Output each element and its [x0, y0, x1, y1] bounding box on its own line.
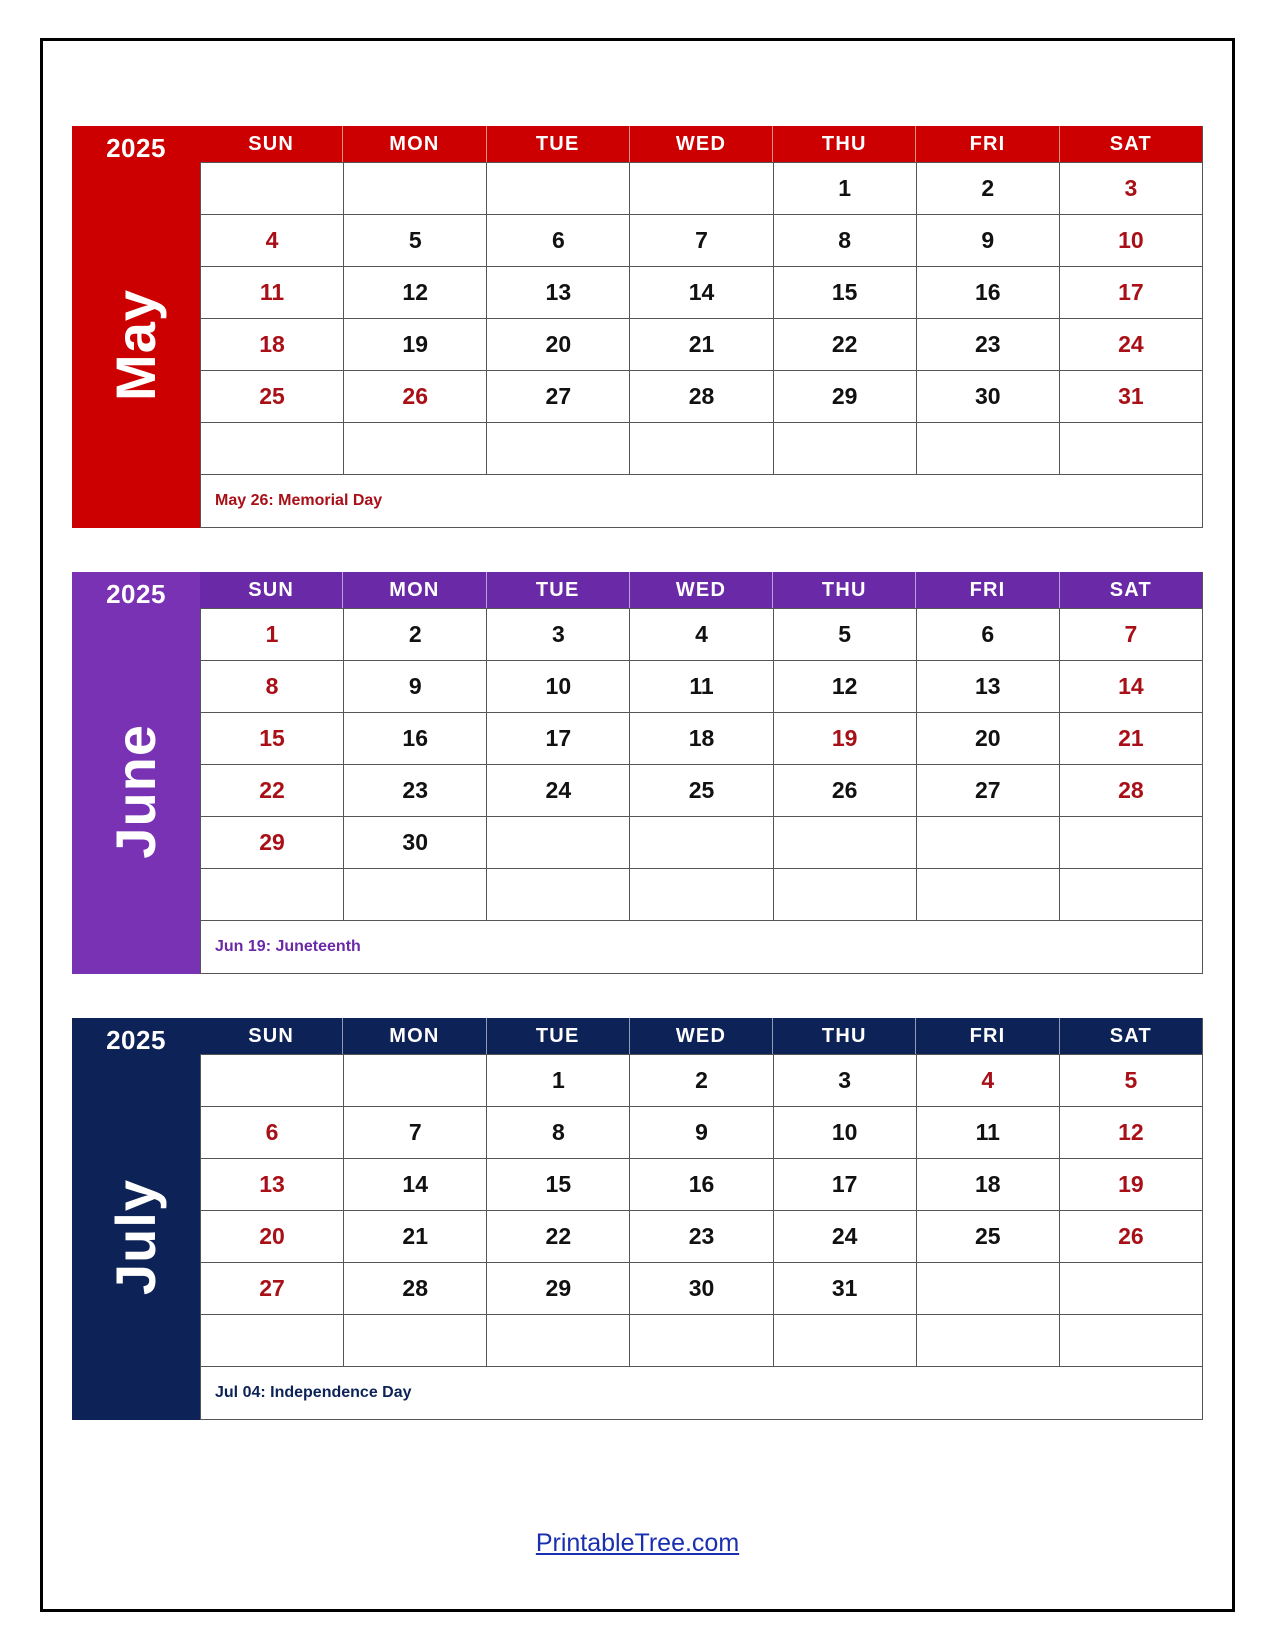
day-cell[interactable]: 16: [343, 712, 486, 764]
calendar-stack: [40, 38, 1235, 1420]
day-cell[interactable]: 22: [773, 318, 916, 370]
week-row: [200, 1054, 1202, 1106]
week-row: [200, 1158, 1202, 1210]
weekday-header: TUE: [486, 1018, 629, 1054]
day-cell[interactable]: 21: [343, 1210, 486, 1262]
weekday-header-row: [200, 126, 1202, 162]
weekday-header: FRI: [915, 126, 1058, 162]
day-cell[interactable]: 8: [486, 1106, 629, 1158]
week-row: [200, 318, 1202, 370]
day-cell-empty[interactable]: [629, 868, 772, 920]
holiday-note-row: [200, 474, 1202, 527]
weekday-header: MON: [342, 126, 485, 162]
day-cell-empty[interactable]: [343, 868, 486, 920]
day-cell[interactable]: 13: [486, 266, 629, 318]
holiday-note: Jul 04: Independence Day: [200, 1367, 1202, 1419]
day-cell[interactable]: 21: [629, 318, 772, 370]
day-cell-empty[interactable]: [773, 816, 916, 868]
month-block: [72, 1018, 1203, 1420]
day-cell[interactable]: 26: [773, 764, 916, 816]
day-cell[interactable]: 11: [200, 266, 343, 318]
month-year-label: 2025: [106, 1025, 166, 1055]
day-cell-empty[interactable]: [343, 1054, 486, 1106]
day-cell[interactable]: 9: [343, 660, 486, 712]
weekday-header: THU: [772, 1018, 915, 1054]
day-cell[interactable]: 27: [916, 764, 1059, 816]
day-cell[interactable]: 14: [629, 266, 772, 318]
day-cell-empty[interactable]: [200, 422, 343, 474]
day-cell-empty[interactable]: [916, 816, 1059, 868]
day-cell[interactable]: 3: [1059, 162, 1202, 214]
day-cell[interactable]: 18: [629, 712, 772, 764]
day-cell-empty[interactable]: [773, 868, 916, 920]
day-cell[interactable]: 29: [486, 1262, 629, 1314]
day-cell[interactable]: 23: [343, 764, 486, 816]
day-cell[interactable]: 11: [629, 660, 772, 712]
week-row: [200, 712, 1202, 764]
weekday-header-row: [200, 572, 1202, 608]
weekday-header-row: [200, 1018, 1202, 1054]
day-cell[interactable]: 29: [200, 816, 343, 868]
day-cell[interactable]: 28: [1059, 764, 1202, 816]
day-cell[interactable]: 20: [916, 712, 1059, 764]
week-row: [200, 868, 1202, 920]
month-year-label: 2025: [106, 579, 166, 609]
day-cell[interactable]: 24: [486, 764, 629, 816]
weekday-header: MON: [342, 572, 485, 608]
day-cell[interactable]: 17: [773, 1158, 916, 1210]
day-cell[interactable]: 30: [916, 370, 1059, 422]
month-grid: [200, 126, 1203, 528]
week-row: [200, 1210, 1202, 1262]
day-cell-empty[interactable]: [200, 1314, 343, 1366]
weekday-header: SAT: [1059, 126, 1202, 162]
day-cell[interactable]: 2: [343, 608, 486, 660]
day-cell[interactable]: 15: [200, 712, 343, 764]
day-cell[interactable]: 18: [200, 318, 343, 370]
day-cell[interactable]: 7: [343, 1106, 486, 1158]
day-cell[interactable]: 5: [343, 214, 486, 266]
day-cell[interactable]: 9: [629, 1106, 772, 1158]
weekday-header: TUE: [486, 126, 629, 162]
day-cell[interactable]: 14: [1059, 660, 1202, 712]
weekday-header: WED: [629, 126, 772, 162]
weekday-header: WED: [629, 1018, 772, 1054]
day-cell-empty[interactable]: [773, 422, 916, 474]
day-cell[interactable]: 16: [629, 1158, 772, 1210]
day-cell-empty[interactable]: [200, 162, 343, 214]
week-row: [200, 370, 1202, 422]
day-cell-empty[interactable]: [486, 816, 629, 868]
day-cell[interactable]: 27: [486, 370, 629, 422]
month-name-label: May: [104, 289, 167, 401]
day-cell-empty[interactable]: [1059, 1262, 1202, 1314]
day-cell[interactable]: 22: [200, 764, 343, 816]
day-cell[interactable]: 23: [629, 1210, 772, 1262]
day-cell[interactable]: 2: [629, 1054, 772, 1106]
month-name-wrap: [72, 608, 200, 974]
month-spine: [72, 1018, 200, 1420]
day-cell[interactable]: 17: [1059, 266, 1202, 318]
weekday-header: THU: [772, 572, 915, 608]
day-cell-empty[interactable]: [1059, 422, 1202, 474]
day-cell[interactable]: 24: [1059, 318, 1202, 370]
day-cell-empty[interactable]: [1059, 1314, 1202, 1366]
weekday-header: FRI: [915, 1018, 1058, 1054]
week-row: [200, 1106, 1202, 1158]
day-cell[interactable]: 31: [1059, 370, 1202, 422]
day-cell[interactable]: 29: [773, 370, 916, 422]
day-cell[interactable]: 26: [343, 370, 486, 422]
weekday-header: WED: [629, 572, 772, 608]
week-row: [200, 660, 1202, 712]
day-cell[interactable]: 31: [773, 1262, 916, 1314]
day-cell-empty[interactable]: [1059, 816, 1202, 868]
month-name-label: June: [104, 723, 167, 859]
weekday-header: SAT: [1059, 572, 1202, 608]
day-cell[interactable]: 19: [773, 712, 916, 764]
week-row: [200, 764, 1202, 816]
day-cell[interactable]: 3: [486, 608, 629, 660]
day-cell[interactable]: 8: [773, 214, 916, 266]
day-cell[interactable]: 10: [773, 1106, 916, 1158]
day-cell[interactable]: 10: [1059, 214, 1202, 266]
day-cell[interactable]: 8: [200, 660, 343, 712]
weekday-header: FRI: [915, 572, 1058, 608]
day-cell[interactable]: 30: [629, 1262, 772, 1314]
week-row: [200, 266, 1202, 318]
day-cell-empty[interactable]: [773, 1314, 916, 1366]
holiday-note-row: [200, 920, 1202, 973]
week-row: [200, 1262, 1202, 1314]
holiday-note: May 26: Memorial Day: [200, 475, 1202, 527]
day-cell-empty[interactable]: [200, 1054, 343, 1106]
day-cell[interactable]: 15: [773, 266, 916, 318]
day-cell[interactable]: 9: [916, 214, 1059, 266]
day-cell[interactable]: 14: [343, 1158, 486, 1210]
day-cell[interactable]: 13: [200, 1158, 343, 1210]
week-row: [200, 1314, 1202, 1366]
day-cell[interactable]: 2: [916, 162, 1059, 214]
month-spine: [72, 572, 200, 974]
day-cell-empty[interactable]: [486, 868, 629, 920]
week-row: [200, 214, 1202, 266]
day-cell[interactable]: 15: [486, 1158, 629, 1210]
day-cell-empty[interactable]: [629, 162, 772, 214]
day-cell[interactable]: 6: [486, 214, 629, 266]
weekday-header: MON: [342, 1018, 485, 1054]
weekday-header: THU: [772, 126, 915, 162]
week-row: [200, 162, 1202, 214]
holiday-note-row: [200, 1366, 1202, 1419]
day-cell[interactable]: 19: [343, 318, 486, 370]
day-cell-empty[interactable]: [916, 1262, 1059, 1314]
day-cell[interactable]: 25: [916, 1210, 1059, 1262]
day-cell-empty[interactable]: [486, 1314, 629, 1366]
month-block: [72, 572, 1203, 974]
printabletree-link[interactable]: PrintableTree.com: [535, 1529, 740, 1557]
weekday-header: SUN: [248, 578, 295, 601]
weekday-header: SUN: [248, 132, 295, 155]
day-cell[interactable]: 20: [486, 318, 629, 370]
day-cell[interactable]: 1: [773, 162, 916, 214]
day-cell[interactable]: 24: [773, 1210, 916, 1262]
day-cell[interactable]: 12: [773, 660, 916, 712]
day-cell[interactable]: 7: [1059, 608, 1202, 660]
day-cell[interactable]: 1: [200, 608, 343, 660]
day-cell[interactable]: 13: [916, 660, 1059, 712]
day-cell[interactable]: 4: [200, 214, 343, 266]
month-spine: [72, 126, 200, 528]
day-cell[interactable]: 28: [629, 370, 772, 422]
day-cell-empty[interactable]: [343, 1314, 486, 1366]
day-cell-empty[interactable]: [916, 1314, 1059, 1366]
day-cell-empty[interactable]: [629, 1314, 772, 1366]
day-cell[interactable]: 16: [916, 266, 1059, 318]
day-cell[interactable]: 26: [1059, 1210, 1202, 1262]
day-cell[interactable]: 11: [916, 1106, 1059, 1158]
week-row: [200, 816, 1202, 868]
day-cell-empty[interactable]: [343, 422, 486, 474]
day-cell[interactable]: 12: [1059, 1106, 1202, 1158]
month-grid: [200, 572, 1203, 974]
day-cell[interactable]: 3: [773, 1054, 916, 1106]
day-cell[interactable]: 5: [773, 608, 916, 660]
month-block: [72, 126, 1203, 528]
day-cell[interactable]: 17: [486, 712, 629, 764]
month-name-label: July: [104, 1178, 167, 1296]
day-cell[interactable]: 10: [486, 660, 629, 712]
day-cell[interactable]: 20: [200, 1210, 343, 1262]
weekday-header: TUE: [486, 572, 629, 608]
day-cell-empty[interactable]: [1059, 868, 1202, 920]
month-name-wrap: [72, 1054, 200, 1420]
day-cell[interactable]: 6: [916, 608, 1059, 660]
month-name-wrap: [72, 162, 200, 528]
day-cell[interactable]: 25: [629, 764, 772, 816]
day-cell[interactable]: 23: [916, 318, 1059, 370]
day-cell[interactable]: 30: [343, 816, 486, 868]
week-row: [200, 608, 1202, 660]
day-cell[interactable]: 5: [1059, 1054, 1202, 1106]
footer: [0, 1529, 1275, 1558]
day-cell[interactable]: 6: [200, 1106, 343, 1158]
day-cell[interactable]: 1: [486, 1054, 629, 1106]
day-cell[interactable]: 12: [343, 266, 486, 318]
day-cell-empty[interactable]: [486, 422, 629, 474]
holiday-note: Jun 19: Juneteenth: [200, 921, 1202, 973]
day-cell[interactable]: 25: [200, 370, 343, 422]
day-cell[interactable]: 28: [343, 1262, 486, 1314]
day-cell[interactable]: 4: [916, 1054, 1059, 1106]
week-row: [200, 422, 1202, 474]
day-cell[interactable]: 21: [1059, 712, 1202, 764]
weekday-header: SUN: [248, 1024, 295, 1047]
day-cell-empty[interactable]: [200, 868, 343, 920]
day-cell[interactable]: 19: [1059, 1158, 1202, 1210]
day-cell[interactable]: 22: [486, 1210, 629, 1262]
day-cell-empty[interactable]: [916, 868, 1059, 920]
day-cell-empty[interactable]: [343, 162, 486, 214]
day-cell[interactable]: 18: [916, 1158, 1059, 1210]
day-cell[interactable]: 4: [629, 608, 772, 660]
day-cell-empty[interactable]: [629, 422, 772, 474]
day-cell-empty[interactable]: [916, 422, 1059, 474]
day-cell[interactable]: 27: [200, 1262, 343, 1314]
day-cell-empty[interactable]: [486, 162, 629, 214]
month-year-label: 2025: [106, 133, 166, 163]
day-cell[interactable]: 7: [629, 214, 772, 266]
month-grid: [200, 1018, 1203, 1420]
weekday-header: SAT: [1059, 1018, 1202, 1054]
day-cell-empty[interactable]: [629, 816, 772, 868]
